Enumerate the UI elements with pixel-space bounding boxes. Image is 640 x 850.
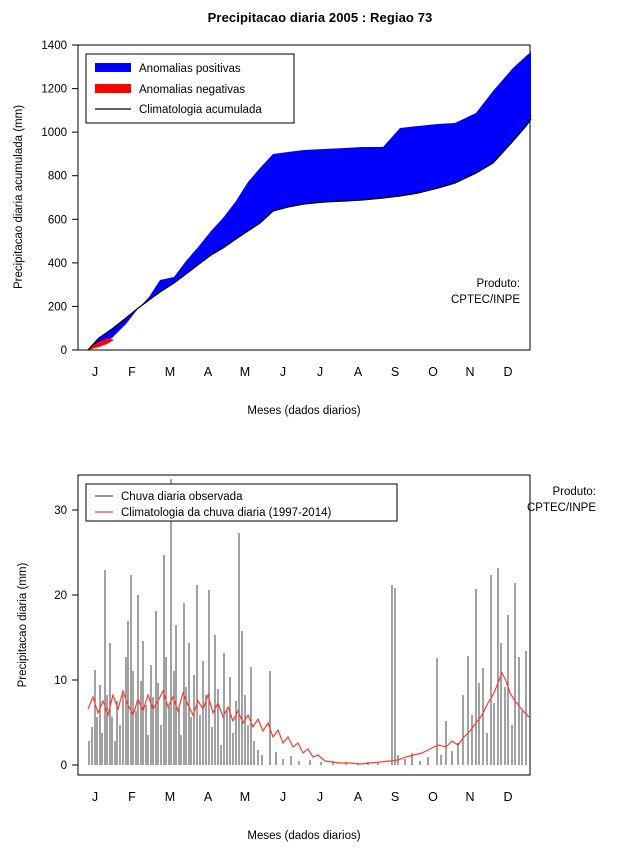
- bottom-month-may: M: [239, 790, 251, 804]
- top-month-jan: J: [91, 365, 99, 379]
- page-title: Precipitacao diaria 2005 : Regiao 73: [207, 10, 433, 25]
- bottom-ytick-30: 30: [54, 505, 67, 517]
- bottom-produto-line1: Produto:: [552, 486, 596, 498]
- legend-label-negative: Anomalias negativas: [139, 84, 246, 96]
- bottom-x-axis-label: Meses (dados diarios): [247, 830, 361, 842]
- legend-label-positive: Anomalias positivas: [139, 63, 241, 75]
- top-ytick-800: 800: [47, 170, 67, 183]
- top-month-jun: J: [279, 365, 287, 379]
- bottom-produto-line2: CPTEC/INPE: [526, 502, 596, 514]
- bottom-month-jun: J: [279, 790, 287, 804]
- top-ytick-1400: 1400: [41, 40, 67, 52]
- bottom-x-axis: [92, 790, 513, 804]
- bottom-plot-area: [0, 425, 640, 850]
- top-produto-line2: CPTEC/INPE: [450, 294, 520, 306]
- top-ytick-1000: 1000: [41, 127, 67, 140]
- daily-precipitation-chart: [0, 425, 640, 850]
- top-month-jul: J: [316, 365, 324, 379]
- top-ytick-400: 400: [47, 257, 67, 270]
- top-month-mar: M: [164, 365, 176, 379]
- top-produto-line1: Produto:: [476, 278, 520, 290]
- bottom-month-mar: M: [164, 790, 176, 804]
- bottom-month-aug: A: [353, 790, 363, 804]
- top-ytick-200: 200: [47, 301, 67, 314]
- top-month-dec: D: [503, 365, 513, 379]
- top-legend: [86, 54, 294, 123]
- top-month-apr: A: [203, 365, 213, 379]
- bottom-ytick-20: 20: [54, 590, 67, 602]
- bottom-ytick-10: 10: [54, 675, 67, 687]
- bottom-legend: [86, 484, 397, 521]
- bottom-produto-annotation: [527, 486, 596, 514]
- legend-label-observed: Chuva diaria observada: [121, 491, 243, 503]
- top-x-axis-label: Meses (dados diarios): [247, 405, 361, 417]
- bottom-month-feb: F: [128, 790, 136, 804]
- bottom-ytick-0: 0: [60, 760, 67, 772]
- bottom-month-sep: S: [390, 790, 400, 804]
- legend-label-climatology: Climatologia acumulada: [139, 104, 262, 116]
- bottom-month-dec: D: [503, 790, 513, 804]
- legend-swatch-positive: [95, 63, 131, 72]
- top-ytick-600: 600: [47, 214, 67, 227]
- bottom-y-axis: [54, 475, 78, 775]
- top-month-aug: A: [353, 365, 363, 379]
- top-ytick-0: 0: [60, 345, 67, 357]
- top-month-may: M: [239, 365, 251, 379]
- bottom-y-axis-label: Precipitacao diaria (mm): [17, 562, 29, 688]
- legend-swatch-negative: [95, 84, 131, 93]
- top-ytick-1200: 1200: [41, 83, 67, 96]
- top-month-feb: F: [128, 365, 136, 379]
- top-month-oct: O: [428, 365, 438, 379]
- bottom-month-apr: A: [203, 790, 213, 804]
- bottom-month-oct: O: [428, 790, 438, 804]
- bottom-month-jul: J: [316, 790, 324, 804]
- top-x-axis: [92, 365, 513, 379]
- bottom-month-jan: J: [91, 790, 99, 804]
- top-y-axis: [41, 40, 78, 357]
- top-y-axis-label: Precipitacao diaria acumulada (mm): [13, 104, 25, 290]
- top-month-sep: S: [390, 365, 400, 379]
- top-month-nov: N: [465, 365, 475, 379]
- bottom-month-nov: N: [465, 790, 475, 804]
- legend-label-climatology-daily: Climatologia da chuva diaria (1997-2014): [121, 507, 332, 519]
